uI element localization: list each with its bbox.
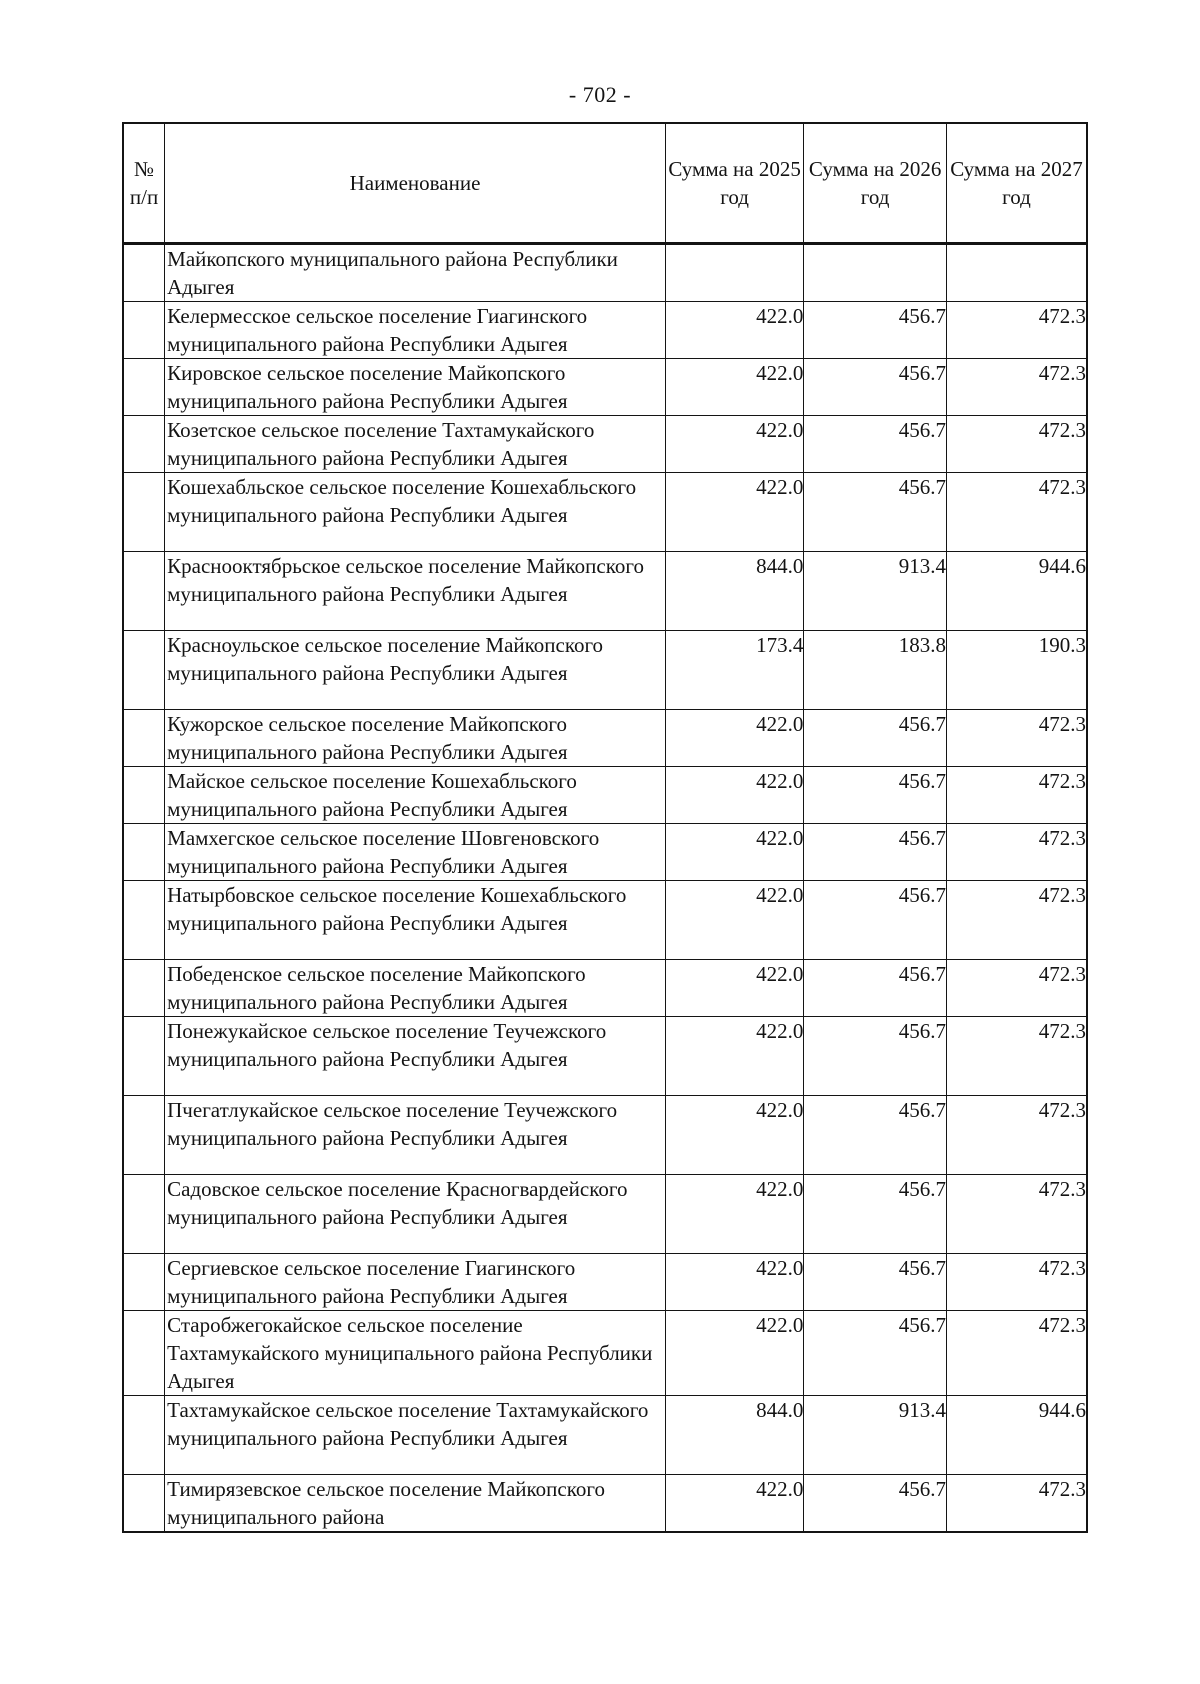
- row-number: [123, 710, 165, 767]
- row-name: Мамхегское сельское поселение Шовгеновского муниципального района Республики Адыгея: [165, 824, 666, 881]
- row-number: [123, 302, 165, 359]
- row-number: [123, 1254, 165, 1311]
- row-number: [123, 473, 165, 552]
- table-row: [123, 302, 1087, 359]
- row-value-2027: [946, 244, 1087, 302]
- table-row: [123, 552, 1087, 631]
- row-value-2026: 913.4: [804, 1396, 947, 1475]
- row-number: [123, 1096, 165, 1175]
- row-name: Победенское сельское поселение Майкопского муниципального района Республики Адыгея: [165, 960, 666, 1017]
- header-2025: Сумма на 2025 год: [665, 123, 803, 244]
- row-number: [123, 1017, 165, 1096]
- row-value-2025: 422.0: [665, 359, 803, 416]
- row-name: Тахтамукайское сельское поселение Тахтамукайского муниципального района Республики Адыгея: [165, 1396, 666, 1475]
- row-value-2026: 456.7: [804, 416, 947, 473]
- row-value-2027: 472.3: [946, 1175, 1087, 1254]
- row-value-2026: [804, 244, 947, 302]
- table-row: [123, 1396, 1087, 1475]
- row-number: [123, 881, 165, 960]
- row-value-2027: 944.6: [946, 552, 1087, 631]
- row-number: [123, 244, 165, 302]
- row-value-2025: 422.0: [665, 960, 803, 1017]
- row-value-2025: 422.0: [665, 1017, 803, 1096]
- table-row: [123, 416, 1087, 473]
- table-row: [123, 1475, 1087, 1533]
- row-number: [123, 767, 165, 824]
- row-value-2025: 422.0: [665, 767, 803, 824]
- row-number: [123, 960, 165, 1017]
- row-name: Краснооктябрьское сельское поселение Майкопского муниципального района Республики Адыгея: [165, 552, 666, 631]
- row-value-2025: 422.0: [665, 881, 803, 960]
- row-name: Понежукайское сельское поселение Теучежского муниципального района Республики Адыгея: [165, 1017, 666, 1096]
- row-value-2025: 422.0: [665, 1475, 803, 1533]
- row-value-2025: [665, 244, 803, 302]
- row-value-2027: 472.3: [946, 416, 1087, 473]
- row-number: [123, 631, 165, 710]
- header-name: Наименование: [165, 123, 666, 244]
- table-row: [123, 359, 1087, 416]
- row-value-2027: 190.3: [946, 631, 1087, 710]
- row-value-2026: 913.4: [804, 552, 947, 631]
- row-value-2025: 422.0: [665, 1175, 803, 1254]
- table-row: [123, 767, 1087, 824]
- row-value-2025: 422.0: [665, 1096, 803, 1175]
- row-number: [123, 1396, 165, 1475]
- row-value-2026: 456.7: [804, 1096, 947, 1175]
- row-number: [123, 1475, 165, 1533]
- row-value-2027: 472.3: [946, 767, 1087, 824]
- row-name: Кошехабльское сельское поселение Кошехабльского муниципального района Республики Адыгея: [165, 473, 666, 552]
- row-value-2027: 472.3: [946, 1096, 1087, 1175]
- row-value-2025: 844.0: [665, 552, 803, 631]
- row-name: Натырбовское сельское поселение Кошехабльского муниципального района Республики Адыгея: [165, 881, 666, 960]
- row-value-2025: 422.0: [665, 710, 803, 767]
- row-value-2026: 456.7: [804, 881, 947, 960]
- row-value-2027: 472.3: [946, 473, 1087, 552]
- row-value-2026: 456.7: [804, 1254, 947, 1311]
- row-name: Пчегатлукайское сельское поселение Теучежского муниципального района Республики Адыгея: [165, 1096, 666, 1175]
- row-name: Козетское сельское поселение Тахтамукайского муниципального района Республики Адыгея: [165, 416, 666, 473]
- row-value-2027: 472.3: [946, 960, 1087, 1017]
- row-number: [123, 359, 165, 416]
- row-value-2027: 472.3: [946, 824, 1087, 881]
- row-value-2027: 472.3: [946, 1311, 1087, 1396]
- row-value-2025: 844.0: [665, 1396, 803, 1475]
- table-row: [123, 1254, 1087, 1311]
- row-value-2027: 472.3: [946, 1475, 1087, 1533]
- row-value-2026: 456.7: [804, 1311, 947, 1396]
- row-number: [123, 1175, 165, 1254]
- row-number: [123, 824, 165, 881]
- row-value-2026: 456.7: [804, 824, 947, 881]
- header-number: № п/п: [123, 123, 165, 244]
- row-name: Майкопского муниципального района Республики Адыгея: [165, 244, 666, 302]
- header-2027: Сумма на 2027 год: [946, 123, 1087, 244]
- row-name: Келермесское сельское поселение Гиагинского муниципального района Республики Адыгея: [165, 302, 666, 359]
- row-name: Садовское сельское поселение Красногвардейского муниципального района Республики Адыгея: [165, 1175, 666, 1254]
- table-row: [123, 1175, 1087, 1254]
- row-name: Тимирязевское сельское поселение Майкопского муниципального района: [165, 1475, 666, 1533]
- row-value-2026: 456.7: [804, 960, 947, 1017]
- row-value-2025: 173.4: [665, 631, 803, 710]
- table-row: [123, 710, 1087, 767]
- row-value-2027: 472.3: [946, 1254, 1087, 1311]
- row-value-2025: 422.0: [665, 1311, 803, 1396]
- row-value-2025: 422.0: [665, 1254, 803, 1311]
- row-value-2025: 422.0: [665, 824, 803, 881]
- row-value-2027: 472.3: [946, 359, 1087, 416]
- row-value-2026: 456.7: [804, 473, 947, 552]
- table-row: [123, 960, 1087, 1017]
- table-row: [123, 1017, 1087, 1096]
- header-2026: Сумма на 2026 год: [804, 123, 947, 244]
- row-value-2027: 472.3: [946, 710, 1087, 767]
- budget-table: [122, 122, 1088, 1533]
- table-row: [123, 881, 1087, 960]
- row-value-2025: 422.0: [665, 473, 803, 552]
- row-value-2026: 456.7: [804, 1175, 947, 1254]
- page-number: - 702 -: [568, 82, 632, 107]
- row-value-2027: 472.3: [946, 1017, 1087, 1096]
- row-name: Красноульское сельское поселение Майкопского муниципального района Республики Адыгея: [165, 631, 666, 710]
- row-value-2027: 472.3: [946, 302, 1087, 359]
- table-row: [123, 473, 1087, 552]
- row-number: [123, 1311, 165, 1396]
- row-name: Майское сельское поселение Кошехабльского муниципального района Республики Адыгея: [165, 767, 666, 824]
- header-row: [123, 123, 1087, 244]
- row-value-2026: 456.7: [804, 1475, 947, 1533]
- row-number: [123, 416, 165, 473]
- row-value-2026: 456.7: [804, 302, 947, 359]
- row-value-2027: 944.6: [946, 1396, 1087, 1475]
- row-number: [123, 552, 165, 631]
- row-value-2026: 456.7: [804, 710, 947, 767]
- row-value-2025: 422.0: [665, 302, 803, 359]
- table-row: [123, 824, 1087, 881]
- row-name: Кужорское сельское поселение Майкопского муниципального района Республики Адыгея: [165, 710, 666, 767]
- table-row: [123, 1096, 1087, 1175]
- row-name: Сергиевское сельское поселение Гиагинского муниципального района Республики Адыгея: [165, 1254, 666, 1311]
- row-value-2026: 183.8: [804, 631, 947, 710]
- row-value-2026: 456.7: [804, 767, 947, 824]
- table-row: [123, 1311, 1087, 1396]
- table-row: [123, 244, 1087, 302]
- row-value-2025: 422.0: [665, 416, 803, 473]
- table-row: [123, 631, 1087, 710]
- row-value-2027: 472.3: [946, 881, 1087, 960]
- row-name: Кировское сельское поселение Майкопского муниципального района Республики Адыгея: [165, 359, 666, 416]
- row-name: Старобжегокайское сельское поселение Тахтамукайского муниципального района Республики Адыгея: [165, 1311, 666, 1396]
- row-value-2026: 456.7: [804, 1017, 947, 1096]
- row-value-2026: 456.7: [804, 359, 947, 416]
